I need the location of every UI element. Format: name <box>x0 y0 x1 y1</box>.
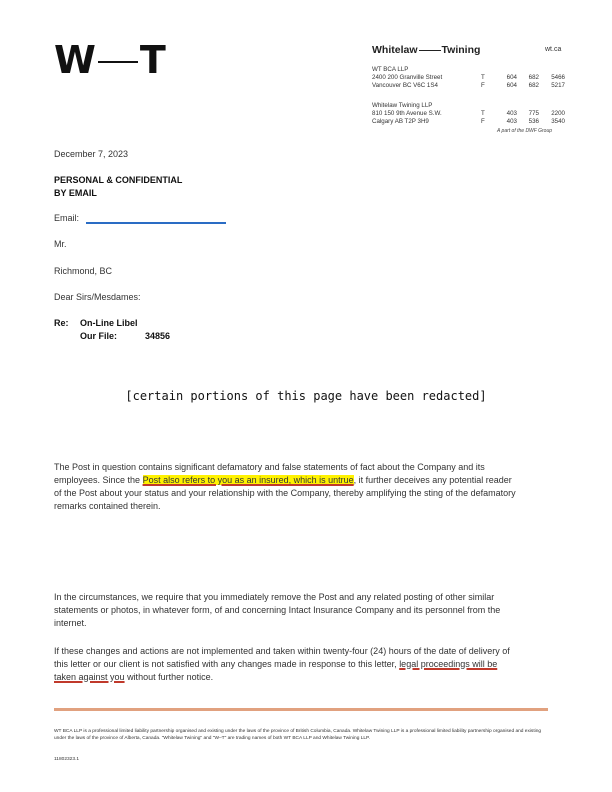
logo-letter-w: W <box>54 38 96 82</box>
logo-dash <box>98 61 138 63</box>
greeting: Dear Sirs/Mesdames: <box>54 292 141 302</box>
recipient-salutation: Mr. <box>54 239 67 249</box>
paragraph-demand: In the circumstances, we require that you immediately remove the Post and any related posting of other similar statements or photos, in whatever form, of and concerning Intact Insurance Company and its personnel from the internet. <box>54 592 501 628</box>
file-number: 34856 <box>145 331 171 341</box>
email-redacted-line[interactable] <box>86 222 226 224</box>
office-calgary-phones <box>481 110 565 126</box>
paragraph-text: If these changes and actions are not implemented and taken within twenty-four (24) hours of the date of delivery of this letter or our client is not satisfied with any changes made in response to this letter, <box>54 646 510 669</box>
redaction-notice: [certain portions of this page have been redacted] <box>125 389 487 403</box>
phone-area: 604 <box>506 74 517 81</box>
file-label: Our File: <box>80 331 118 341</box>
recipient-city: Richmond, BC <box>54 266 113 276</box>
paragraph-text: without further notice. <box>124 672 214 682</box>
re-label: Re: <box>54 318 69 328</box>
firm-name-dash <box>419 50 441 51</box>
office-address-line1: 2400 200 Granville Street <box>372 74 443 81</box>
phone-line: 2200 <box>551 110 565 117</box>
fax-area: 604 <box>506 82 517 89</box>
highlighted-text: Post also refers to you as an insured, which is untrue <box>142 475 354 485</box>
delivery-method: BY EMAIL <box>54 188 97 198</box>
fax-area: 403 <box>506 118 517 125</box>
footer-divider <box>54 708 548 711</box>
firm-name-right: Twining <box>441 44 481 56</box>
fax-label: F <box>481 82 485 89</box>
phone-prefix: 682 <box>528 74 539 81</box>
fax-line: 3540 <box>551 118 565 125</box>
phone-line: 5466 <box>551 74 565 81</box>
firm-logo <box>54 38 166 82</box>
office-address-line2: Calgary AB T2P 3H9 <box>372 118 429 125</box>
phone-prefix: 775 <box>528 110 539 117</box>
fax-prefix: 682 <box>528 82 539 89</box>
office-address-line2: Vancouver BC V6C 1S4 <box>372 82 438 89</box>
fax-line: 5217 <box>551 82 565 89</box>
footer-legal-text: WT BCA LLP is a professional limited liability partnership organised and existing under the laws of the province of British Columbia, Canada. Whitelaw Twining LLP is a professional limited liability partnership organised and existing under the laws of the province of Alberta, Canada. "Whitelaw Twining" and "W–T" are trading names of both WT BCA LLP and Whitelaw Twining LLP. <box>54 729 542 741</box>
document-code: 11802323.1 <box>54 757 79 762</box>
underlined-text: legal proceedings will be taken against you <box>54 659 498 682</box>
firm-name <box>372 44 480 56</box>
office-name: Whitelaw Twining LLP <box>372 102 433 109</box>
firm-website[interactable]: wt.ca <box>545 46 562 53</box>
office-calgary <box>372 102 442 126</box>
office-vancouver-phones <box>481 74 565 90</box>
office-address-line1: 810 150 9th Avenue S.W. <box>372 110 442 117</box>
paragraph-text: The Post in question contains significant defamatory and false statements of fact about the Company and its employees. Since the <box>54 462 485 485</box>
email-label: Email: <box>54 213 80 223</box>
letter-date: December 7, 2023 <box>54 149 129 159</box>
confidential-label: PERSONAL & CONFIDENTIAL <box>54 175 183 185</box>
paragraph-text: , it further deceives any potential reader of the Post about your status and your relationship with the Company, thereby amplifying the sting of the defamatory remarks contained therein. <box>54 475 516 511</box>
re-subject: On-Line Libel <box>80 318 138 328</box>
fax-label: F <box>481 118 485 125</box>
paragraph-defamation <box>54 461 520 513</box>
paragraph-deadline <box>54 645 520 684</box>
fax-prefix: 536 <box>528 118 539 125</box>
phone-label: T <box>481 110 485 117</box>
phone-label: T <box>481 74 485 81</box>
office-vancouver <box>372 66 442 90</box>
office-name: WT BCA LLP <box>372 66 409 73</box>
logo-letter-t: T <box>139 38 166 82</box>
phone-area: 403 <box>506 110 517 117</box>
firm-name-left: Whitelaw <box>372 44 418 56</box>
dwf-group-note: A part of the DWF Group <box>497 128 553 134</box>
